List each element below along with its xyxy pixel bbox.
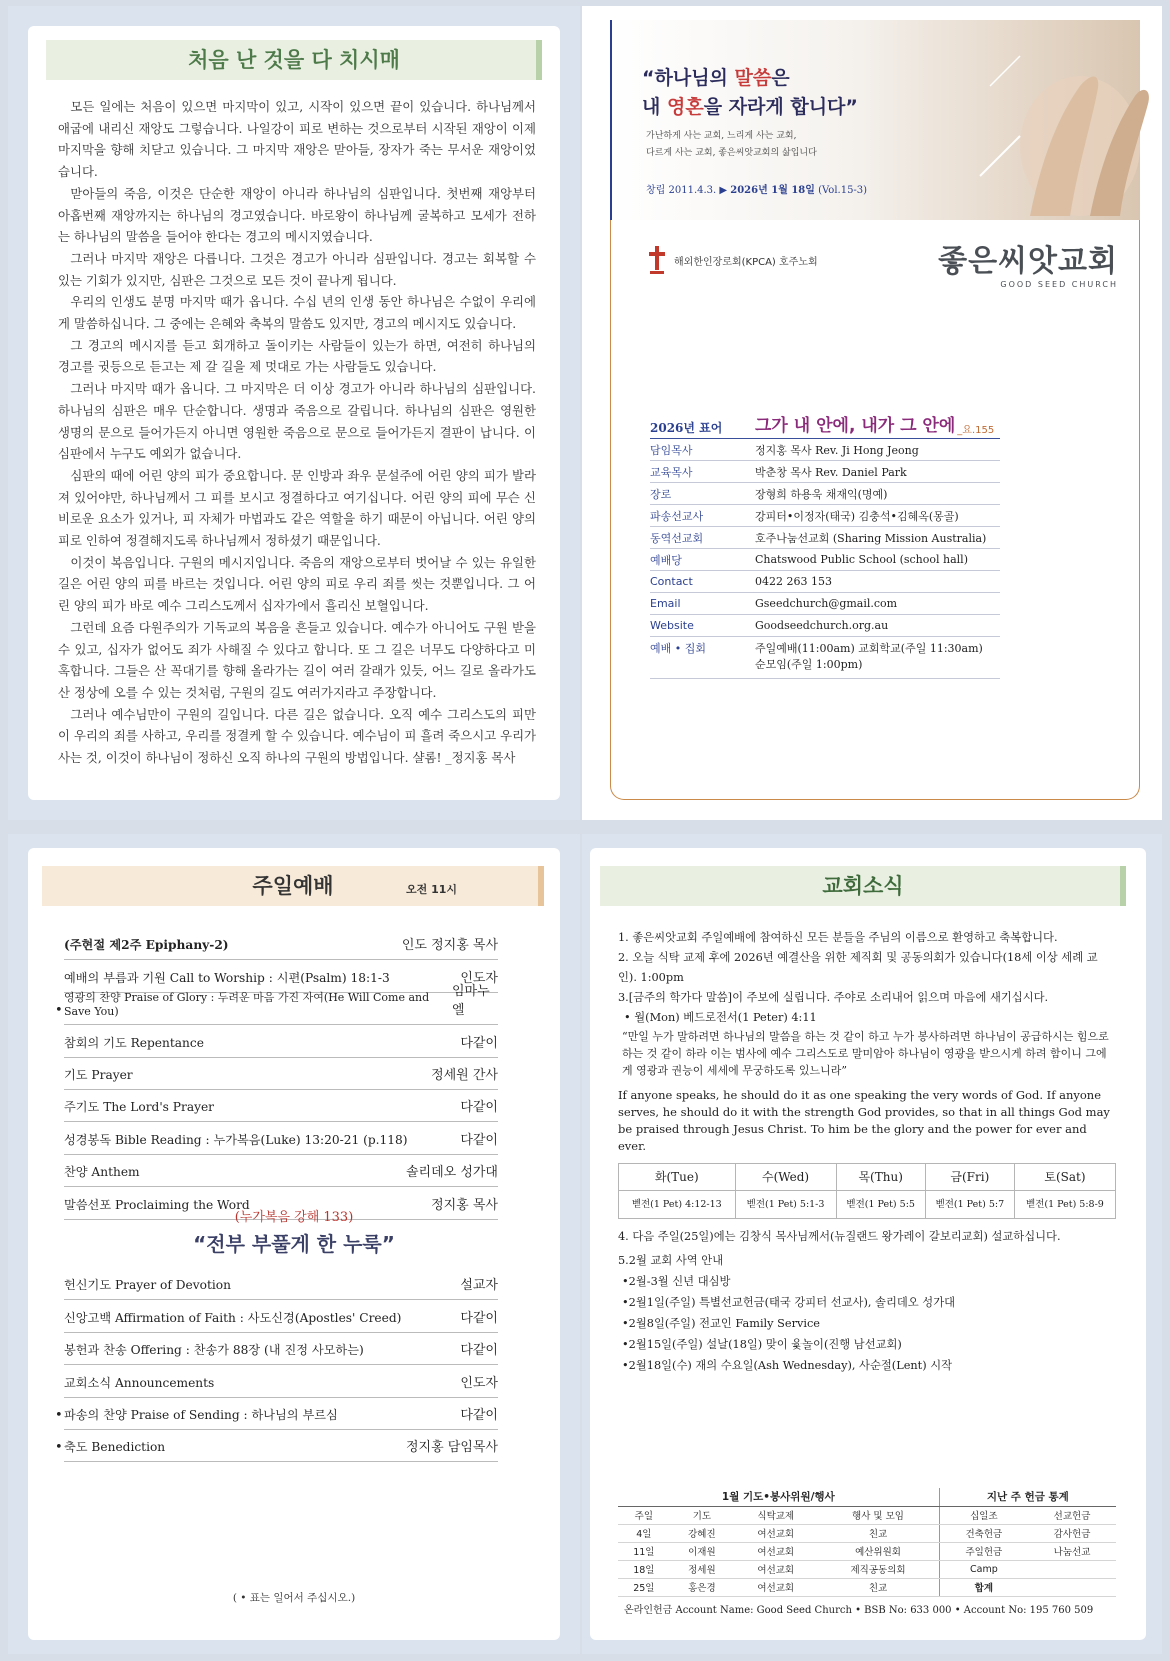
schedule-cell: 4일 [618, 1524, 670, 1542]
schedule-cell: 강혜진 [670, 1524, 734, 1542]
worship-row: 봉헌과 찬송 Offering : 찬송가 88장 (내 진정 사모하는) 다같이 [64, 1333, 498, 1365]
sermon-title: “전부 부풀게 한 누룩” [193, 1232, 395, 1256]
worship-row: 교회소식 Announcements 인도자 [64, 1365, 498, 1397]
sermon-series: (누가복음 강해 133) [234, 1210, 354, 1225]
worship-row: • 파송의 찬양 Praise of Sending : 하나님의 부르심 다같이 [64, 1398, 498, 1430]
essay-paragraph: 그 경고의 메시지를 듣고 회개하고 돌이키는 사람들이 있는가 하면, 여전히 하나님의 경고를 귓등으로 듣고는 제 갈 길을 제 멋대로 가는 사람들도 있습니다. [58, 337, 536, 375]
info-row: 동역선교회 호주나눔선교회 (Sharing Mission Australia) [650, 527, 1000, 549]
offering-cell: 선교헌금 [1028, 1506, 1116, 1524]
page-news [582, 834, 1162, 1654]
weekly-reading-table [618, 1163, 1116, 1219]
essay-paragraph: 우리의 인생도 분명 마지막 때가 옵니다. 수십 년의 인생 동안 하나님은 수없이 우리에게 말씀하십니다. 그 중에는 은혜와 축복의 말씀도 있지만, 경고의 메시지도 있습니다. [58, 294, 536, 332]
essay-paragraph: 그러나 마지막 때가 옵니다. 그 마지막은 더 이상 경고가 아니라 하나님의 심판입니다. 하나님의 심판은 매우 단순합니다. 생명과 죽음으로 갈립니다. 하나님의 심판은 영원한 생명의 문으로 들어가든지 아니면 영원한 죽음으로 문으로 들어가든지 결판이 납니다. 이 심판에서 누구도 예외가 없습니다. [58, 381, 536, 462]
cover-subtitle: 가난하게 사는 교회, 느리게 사는 교회, 다르게 사는 교회, 좋은씨앗교회의 삶입니다 [646, 131, 817, 158]
worship-row: 찬양 Anthem 솔리데오 성가대 [64, 1155, 498, 1187]
worship-row: • 축도 Benediction 정지홍 담임목사 [64, 1430, 498, 1462]
news-item: 5.2월 교회 사역 안내 [618, 1254, 724, 1267]
motto-row: 2026년 표어 그가 내 안에, 내가 그 안에 _요.155 [650, 411, 1000, 439]
church-logo: 좋은씨앗교회 GOOD SEED CHURCH [938, 244, 1118, 289]
worship-panel [28, 848, 560, 1640]
offering-total: 합계 [939, 1578, 1028, 1596]
reading-cell: 벧전(1 Pet) 5:5 [836, 1191, 925, 1219]
info-row: Email Gseedchurch@gmail.com [650, 593, 1000, 615]
offering-cell: 십일조 [939, 1506, 1028, 1524]
worship-title: 주일예배 오전 11시 [42, 866, 544, 906]
info-row: 예배당 Chatswood Public School (school hall) [650, 549, 1000, 571]
ministry-item: •2월-3월 신년 대심방 [622, 1275, 731, 1288]
info-row-gathering: 예배 • 집회 주일예배(11:00am) 교회학교(주일 11:30am) 순모임(주일 1:00pm) [650, 637, 1000, 679]
worship-row: • 영광의 찬양 Praise of Glory : 두려운 마음 가진 자여(He Will Come and Save You) 임마누엘 [64, 993, 498, 1025]
info-row: Website Goodseedchurch.org.au [650, 615, 1000, 637]
schedule-head: 식탁교제 [734, 1506, 817, 1524]
worship-row: 말씀선포 Proclaiming the Word 정지홍 목사 [64, 1187, 498, 1219]
online-giving: 온라인헌금 Account Name: Good Seed Church • BSB No: 633 000 • Account No: 195 760 509 [624, 1604, 1094, 1616]
worship-row: 예배의 부름과 기원 Call to Worship : 시편(Psalm) 18:1-3 인도자 [64, 960, 498, 992]
church-info [650, 411, 1000, 679]
verse-korean: “만일 누가 말하려면 하나님의 말씀을 하는 것 같이 하고 누가 봉사하려면 하나님이 공급하시는 힘으로 하는 것 같이 하라 이는 범사에 예수 그리스도로 말미암아 하나님이 영광을 받으시게 하려 함이니 그에게 영광과 권능이 세세에 무궁하도록 있느니라” [622, 1030, 1109, 1077]
ministry-item: •2월15일(주일) 설날(18일) 맞이 윷놀이(진행 남선교회) [622, 1338, 902, 1351]
essay-paragraph: 그런데 요즘 다원주의가 기독교의 복음을 흔들고 있습니다. 예수가 아니어도 구원 받을 수 있고, 십자가 없어도 죄가 사해질 수 있다고 합니다. 또 그 길은 너무도 다양하다고 미혹합니다. 그들은 산 꼭대기를 향해 올라가는 길이 여러 갈래가 있듯, 어느 길로 올라가도 산 정상에 오를 수 있는 것처럼, 구원의 길도 여러가지라고 주장합니다. [58, 619, 536, 700]
schedule-title: 1월 기도•봉사위원/행사 [618, 1488, 939, 1506]
schedule-table [618, 1488, 1116, 1597]
verse-day: • 월(Mon) 베드로전서(1 Peter) 4:11 [624, 1011, 817, 1024]
info-row: 담임목사 정지홍 목사 Rev. Ji Hong Jeong [650, 439, 1000, 461]
offering-cell: 건축헌금 [939, 1524, 1028, 1542]
schedule-cell: 여선교회 [734, 1578, 817, 1596]
reading-cell: 벧전(1 Pet) 4:12-13 [619, 1191, 736, 1219]
praying-hands-image [960, 26, 1160, 216]
schedule-cell: 11일 [618, 1542, 670, 1560]
news-item: 1. 좋은씨앗교회 주일예배에 참여하신 모든 분들을 주님의 이름으로 환영하고 축복합니다. [618, 931, 1058, 944]
worship-row: (주현절 제2주 Epiphany-2) 인도 정지홍 목사 [64, 928, 498, 960]
schedule-cell: 정세원 [670, 1560, 734, 1578]
schedule-cell: 이재원 [670, 1542, 734, 1560]
cover-date: 창립 2011.4.3. ▶ 2026년 1월 18일 (Vol.15-3) [646, 185, 868, 196]
news-body [618, 928, 1116, 1376]
schedule-and-offering [618, 1488, 1116, 1616]
hero-accent-line [610, 20, 612, 220]
essay-body [58, 96, 536, 769]
worship-row: 참회의 기도 Repentance 다같이 [64, 1025, 498, 1057]
news-item: 3.[금주의 학가다 말씀]이 주보에 실립니다. 주야로 소리내어 읽으며 마음에 새기십시다. [618, 991, 1049, 1004]
essay-paragraph: 심판의 때에 어린 양의 피가 중요합니다. 문 인방과 좌우 문설주에 어린 양의 피가 발라져 있어야만, 하나님께서 그 피를 보시고 정결하다고 여기십니다. 어린 양의 피에 무슨 신비로운 요소가 있거나, 피 자체가 마법과도 같은 역할을 하기 때문이 아닙니다. 어린 양의 피로 인하여 정결해지도록 하나님께서 정하셨기 때문입니다. [58, 467, 536, 549]
essay-paragraph: 맏아들의 죽음, 이것은 단순한 재앙이 아니라 하나님의 심판입니다. 첫번째 재앙부터 아홉번째 재앙까지는 하나님의 경고였습니다. 바로왕이 하나님께 굴복하고 모세가 전하는 하나님의 말씀을 들어야 한다는 경고의 메시지였습니다. [58, 185, 536, 245]
reading-cell: 벧전(1 Pet) 5:1-3 [735, 1191, 836, 1219]
offering-cell: 감사헌금 [1028, 1524, 1116, 1542]
verse-english: If anyone speaks, he should do it as one speaking the very words of God. If anyone serves, he should do it with the strength God provides, so that in all things God may be praised through Jesus Christ. To him be the glory and the power for ever and ever. [618, 1088, 1110, 1153]
schedule-cell: 25일 [618, 1578, 670, 1596]
weekday-head: 금(Fri) [925, 1164, 1014, 1191]
offering-cell: 나눔선교 [1028, 1542, 1116, 1560]
offering-title: 지난 주 헌금 통계 [939, 1488, 1116, 1506]
reading-cell: 벧전(1 Pet) 5:8-9 [1014, 1191, 1115, 1219]
cross-icon [646, 244, 668, 276]
schedule-cell: 친교 [817, 1578, 939, 1596]
info-row: 장로 장형희 하용욱 채재익(명예) [650, 483, 1000, 505]
schedule-cell: 친교 [817, 1524, 939, 1542]
schedule-cell: 홍은경 [670, 1578, 734, 1596]
offering-cell [1028, 1578, 1116, 1596]
standing-note: ( • 표는 일어서 주십시오.) [232, 1592, 356, 1604]
news-item: 2. 오늘 식탁 교제 후에 2026년 예결산을 위한 제직회 및 공동의회가 있습니다(18세 이상 세례 교인). 1:00pm [618, 951, 1098, 984]
ministry-item: •2월1일(주일) 특별선교헌금(태국 강피터 선교사), 솔리데오 성가대 [622, 1296, 956, 1309]
weekday-head: 토(Sat) [1014, 1164, 1115, 1191]
worship-row: 헌신기도 Prayer of Devotion 설교자 [64, 1268, 498, 1300]
worship-order-list-1 [64, 928, 498, 1220]
news-panel [590, 848, 1146, 1640]
schedule-cell: 여선교회 [734, 1560, 817, 1578]
essay-panel [28, 26, 560, 800]
essay-paragraph: 이것이 복음입니다. 구원의 메시지입니다. 죽음의 재앙으로부터 벗어날 수 있는 유일한 길은 어린 양의 피를 바르는 것입니다. 어린 양의 피로 우리 죄를 씻는 것뿐입니다. 그 어린 양의 피가 바로 예수 그리스도께서 십자가에서 흘리신 보혈입니다. [58, 554, 536, 614]
worship-row: 기도 Prayer 정세원 간사 [64, 1058, 498, 1090]
worship-row: 신앙고백 Affirmation of Faith : 사도신경(Apostles' Creed) 다같이 [64, 1300, 498, 1332]
page-worship-order [8, 834, 580, 1654]
ministry-item: •2월8일(주일) 전교인 Family Service [622, 1317, 820, 1330]
cover-quote: “하나님의 말씀은 내 영혼을 자라게 합니다” [642, 67, 858, 118]
schedule-cell: 여선교회 [734, 1524, 817, 1542]
schedule-cell: 18일 [618, 1560, 670, 1578]
worship-row: 주기도 The Lord's Prayer 다같이 [64, 1090, 498, 1122]
ministry-item: •2월18일(수) 재의 수요일(Ash Wednesday), 사순절(Lent) 시작 [622, 1359, 953, 1372]
page-essay [8, 6, 580, 820]
schedule-head: 기도 [670, 1506, 734, 1524]
weekday-head: 화(Tue) [619, 1164, 736, 1191]
news-item: 4. 다음 주일(25일)에는 김창식 목사님께서(뉴질랜드 왕가레이 갈보리교회) 설교하십니다. [618, 1230, 1061, 1243]
offering-cell: 주일헌금 [939, 1542, 1028, 1560]
weekday-head: 수(Wed) [735, 1164, 836, 1191]
essay-paragraph: 그러나 예수님만이 구원의 길입니다. 다른 길은 없습니다. 오직 예수 그리스도의 피만이 우리의 죄를 사하고, 우리를 정결케 할 수 있습니다. 예수님이 피 흘려 죽으시고 우리가 사는 것, 이것이 하나님이 정하신 오직 하나의 구원의 방법입니다. 샬롬! _정지홍 목사 [58, 706, 537, 766]
page-cover [582, 6, 1162, 820]
reading-cell: 벧전(1 Pet) 5:7 [925, 1191, 1014, 1219]
schedule-cell: 예산위원회 [817, 1542, 939, 1560]
info-row: 교육목사 박춘창 목사 Rev. Daniel Park [650, 461, 1000, 483]
offering-cell: Camp [939, 1560, 1028, 1578]
essay-paragraph: 그러나 마지막 재앙은 다릅니다. 그것은 경고가 아니라 심판입니다. 경고는 회복할 수 있는 기회가 있지만, 심판은 그것으로 모든 것이 끝나게 됩니다. [58, 250, 536, 288]
schedule-head: 행사 및 모임 [817, 1506, 939, 1524]
essay-paragraph: 모든 일에는 처음이 있으면 마지막이 있고, 시작이 있으면 끝이 있습니다. 하나님께서 애굽에 내리신 재앙도 그렇습니다. 나일강이 피로 변하는 것으로부터 시작된 재앙이 이제 마지막을 향해 치닫고 있습니다. 그 마지막 재앙은 맏아들, 장자가 죽는 무서운 재앙이었습니다. [58, 99, 536, 180]
schedule-cell: 여선교회 [734, 1542, 817, 1560]
presbytery: 해외한인장로회(KPCA) 호주노회 [646, 244, 818, 276]
schedule-head: 주일 [618, 1506, 670, 1524]
worship-order-list-2 [64, 1268, 498, 1462]
worship-row: 성경봉독 Bible Reading : 누가복음(Luke) 13:20-21 (p.118) 다같이 [64, 1122, 498, 1154]
essay-title: 처음 난 것을 다 치시매 [46, 40, 542, 80]
news-title: 교회소식 [600, 866, 1126, 906]
weekday-head: 목(Thu) [836, 1164, 925, 1191]
info-row: Contact 0422 263 153 [650, 571, 1000, 593]
info-row: 파송선교사 강피터•이정자(태국) 김충석•김혜옥(몽골) [650, 505, 1000, 527]
schedule-cell: 제직공동의회 [817, 1560, 939, 1578]
offering-cell [1028, 1560, 1116, 1578]
